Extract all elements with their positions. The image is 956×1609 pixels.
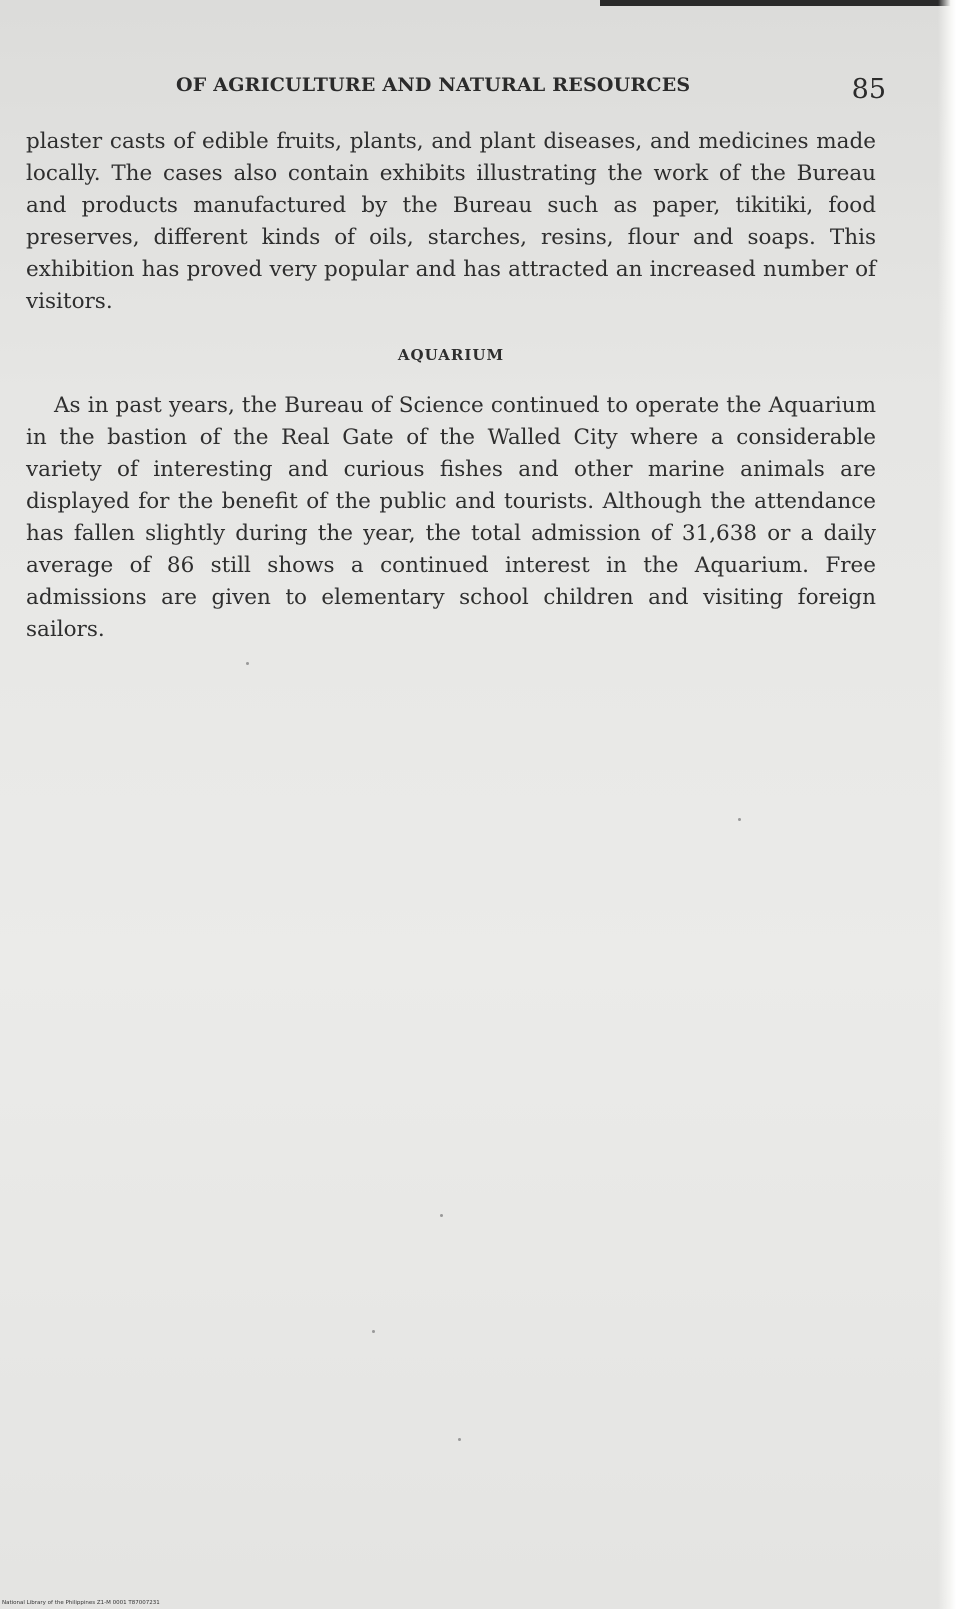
paragraph-aquarium: As in past years, the Bureau of Science continued to operate the Aquarium in the bastion of the Real Gate of the Walled City where a considerable variety of interesting and curious fishes and other marine animals are displayed for the benefit of the public and tourists. Although the attendance has fallen slightly during the year, the total admission of 31,638 or a daily average of 86 still shows a continued interest in the Aquarium. Free admissions are given to elementary school children and visiting foreign sailors. [26,393,876,642]
page-edge-highlight [938,0,956,1609]
scan-speck [246,662,249,665]
page-header [30,68,886,108]
scan-speck [440,1214,443,1217]
paragraph-exhibits: plaster casts of edible fruits, plants, and plant diseases, and medicines made locally. The cases also contain exhibits illustrating the work of the Bureau and products manufactured by the Bureau such as paper, tikitiki, food preserves, different kinds of oils, starches, resins, flour and soaps. This exhibition has proved very popular and has attracted an increased number of visitors. [26,129,876,314]
scan-speck [372,1330,375,1333]
section-heading-aquarium: AQUARIUM [397,346,505,364]
scan-speck [738,818,741,821]
scan-speck [458,1438,461,1441]
scan-source-note: National Library of the Philippines Z1-M 0001 T87007231 [2,1600,160,1606]
page-number: 85 [851,74,886,105]
running-head: OF AGRICULTURE AND NATURAL RESOURCES [176,74,691,96]
scan-edge-bar [600,0,956,6]
